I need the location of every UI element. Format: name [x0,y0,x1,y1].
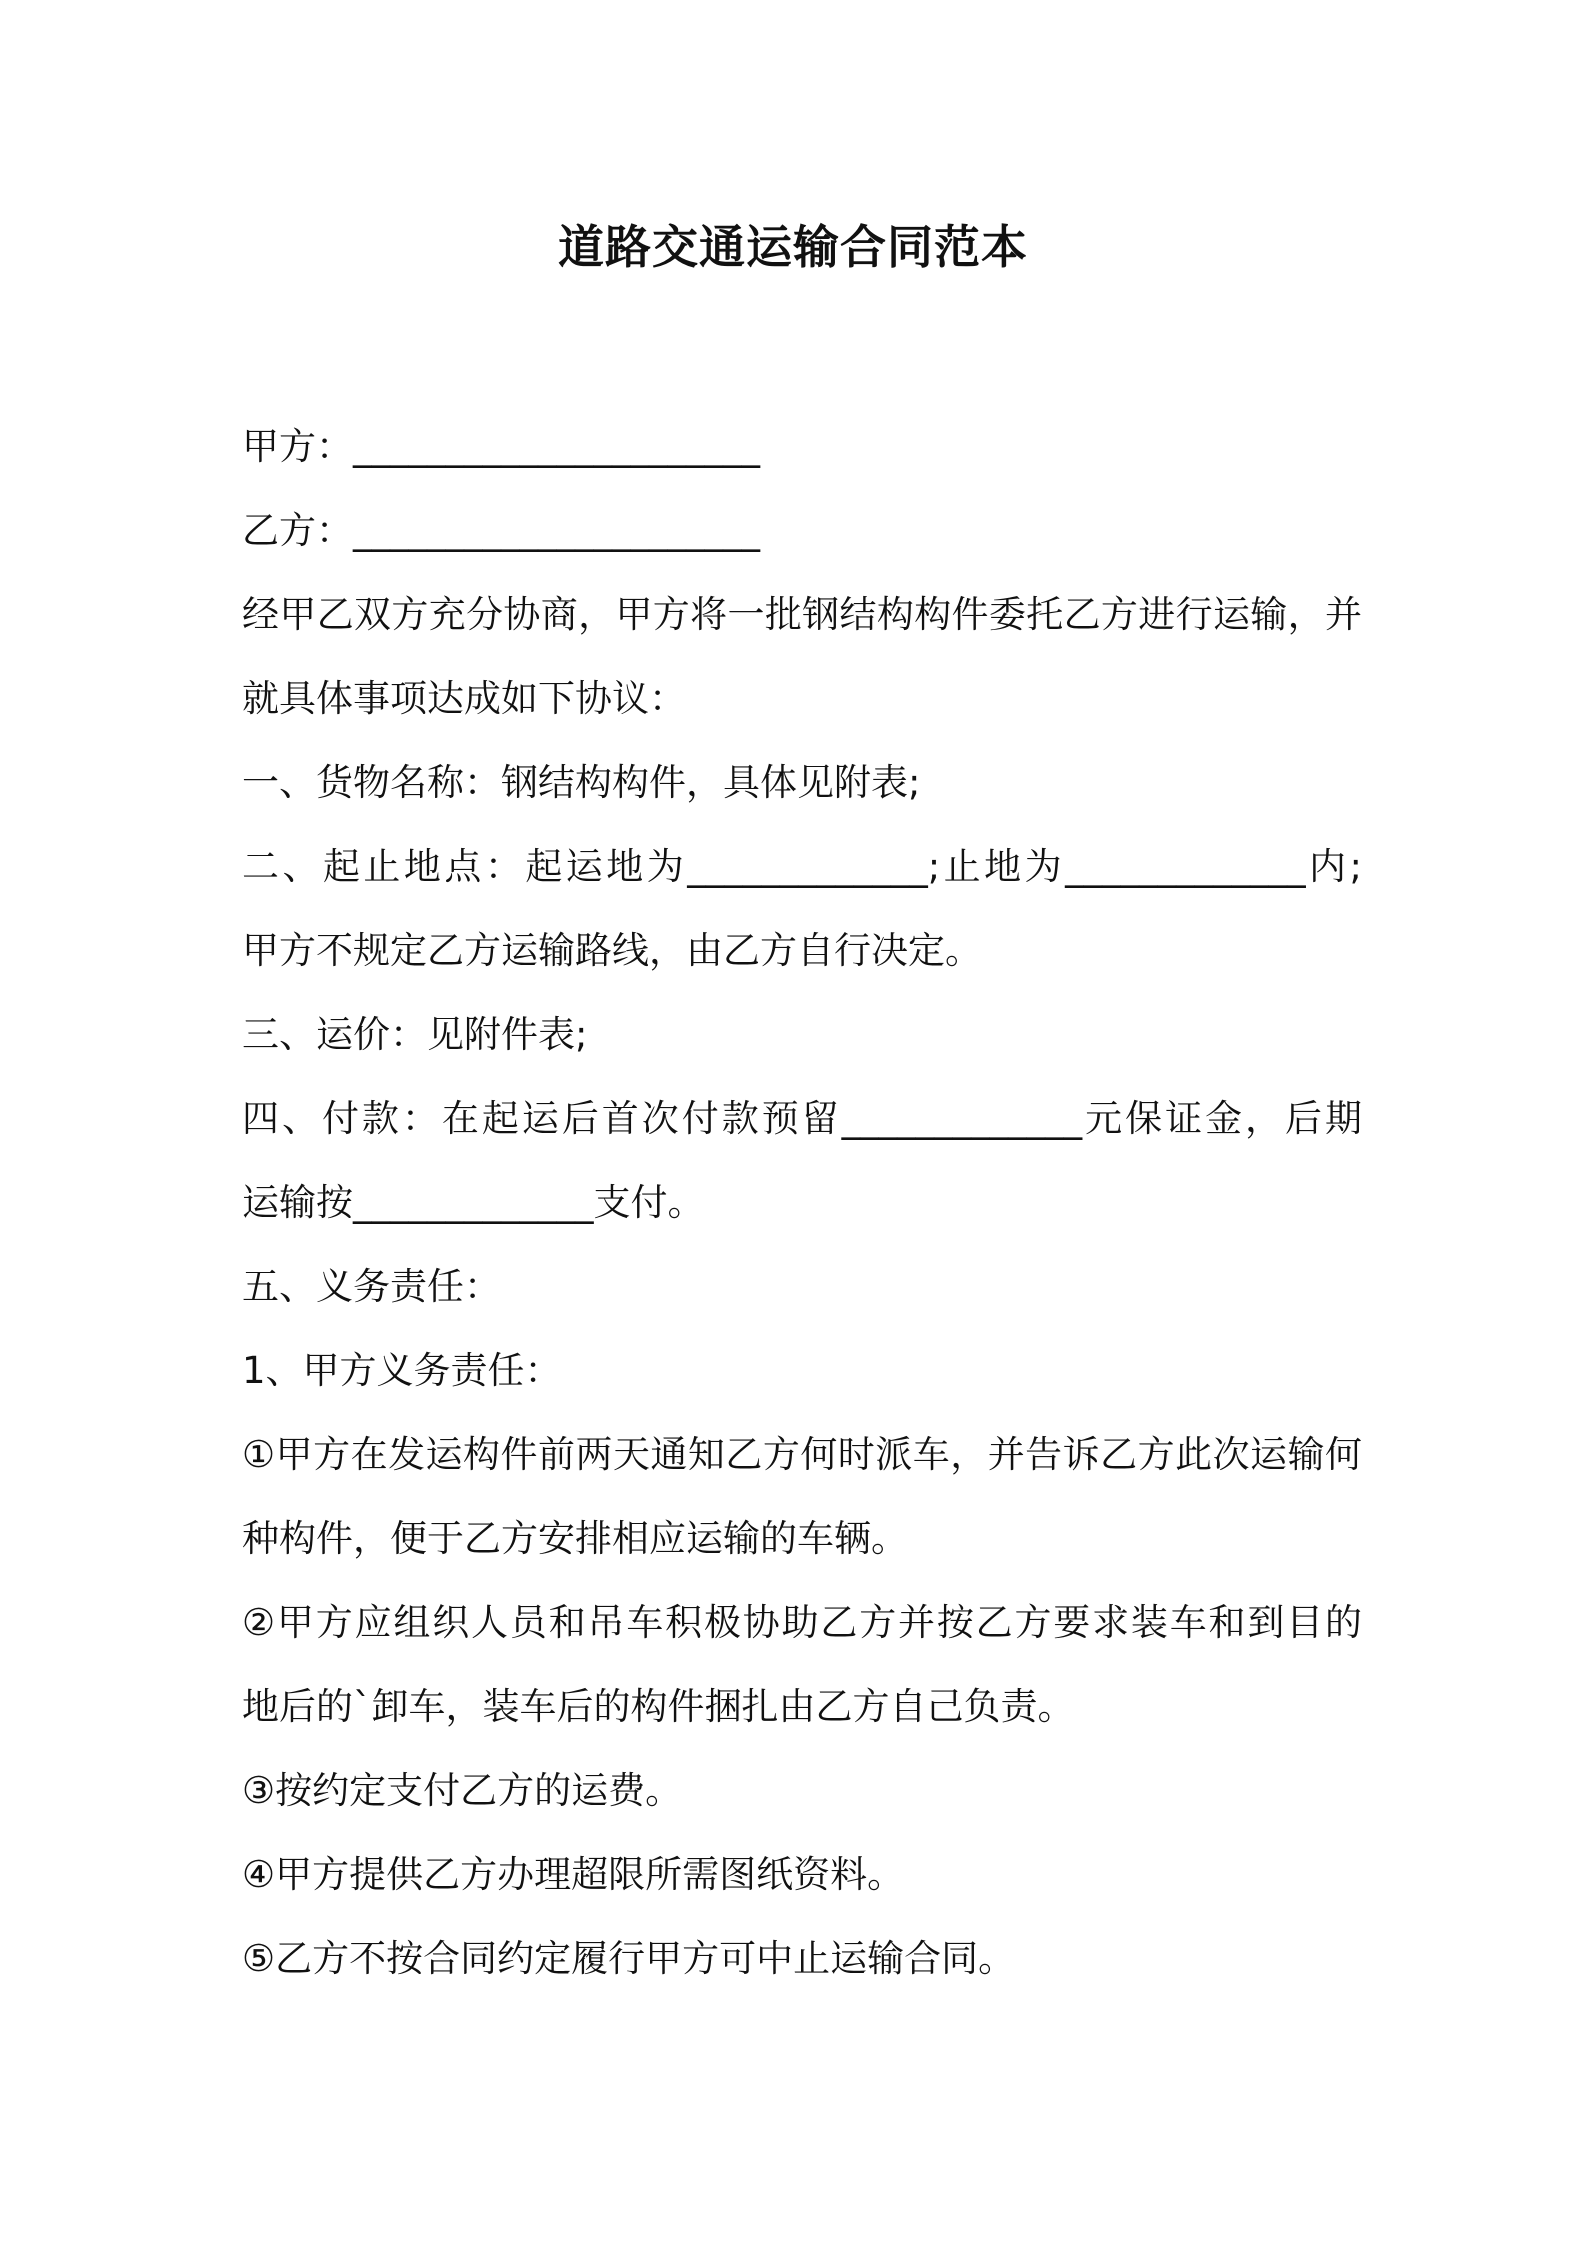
clause-5-heading: 五、义务责任： [242,1265,501,1308]
clause-3-price: 三、运价：见附件表; [242,1013,588,1056]
clause-2-locations-line-1: 二、起止地点：起运地为_____________;止地为_____________内; [242,845,1362,888]
duty-2-line-2: 地后的`卸车，装车后的构件捆扎由乙方自己负责。 [242,1685,1075,1728]
document-title: 道路交通运输合同范本 [558,220,1028,274]
document-body [242,405,1362,2001]
intro-paragraph-line-1: 经甲乙双方充分协商，甲方将一批钢结构构件委托乙方进行运输，并 [242,593,1362,636]
duty-1-line-1: ①甲方在发运构件前两天通知乙方何时派车，并告诉乙方此次运输何 [242,1433,1362,1476]
party-b-line: 乙方：______________________ [242,509,760,552]
party-a-line: 甲方：______________________ [242,425,760,468]
clause-4-payment-line-2: 运输按_____________支付。 [242,1181,705,1224]
intro-paragraph-line-2: 就具体事项达成如下协议： [242,677,686,720]
party-a-duties-heading: 1、甲方义务责任： [242,1349,562,1392]
duty-5: ⑤乙方不按合同约定履行甲方可中止运输合同。 [242,1937,1016,1980]
clause-2-locations-line-2: 甲方不规定乙方运输路线，由乙方自行决定。 [242,929,982,972]
duty-3: ③按约定支付乙方的运费。 [242,1769,683,1812]
duty-2-line-1: ②甲方应组织人员和吊车积极协助乙方并按乙方要求装车和到目的 [242,1601,1362,1644]
clause-1-goods-name: 一、货物名称：钢结构构件，具体见附表; [242,761,921,804]
duty-1-line-2: 种构件，便于乙方安排相应运输的车辆。 [242,1517,908,1560]
duty-4: ④甲方提供乙方办理超限所需图纸资料。 [242,1853,905,1896]
clause-4-payment-line-1: 四、付款：在起运后首次付款预留_____________元保证金，后期 [242,1097,1362,1140]
